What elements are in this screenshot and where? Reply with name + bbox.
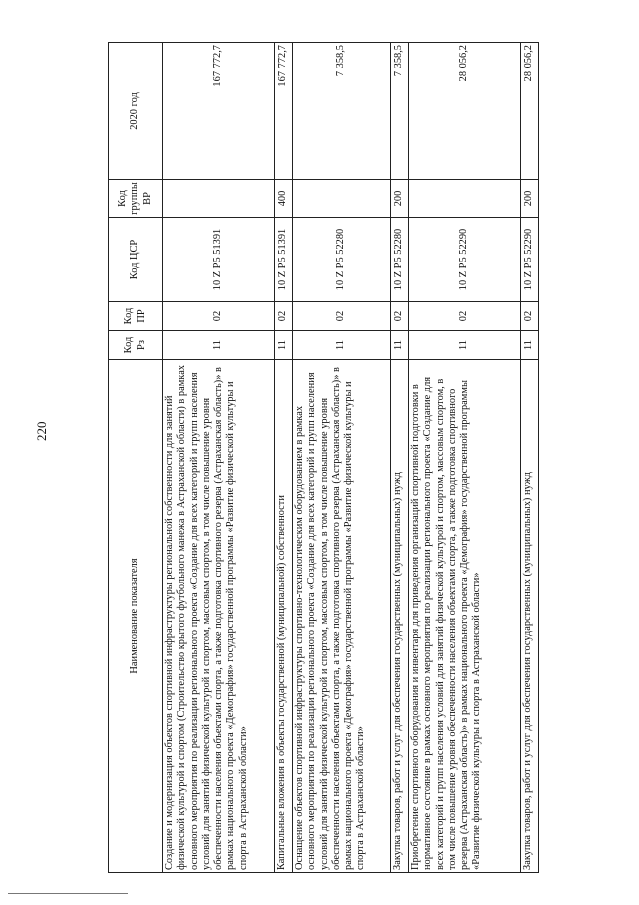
table-row (293, 43, 391, 873)
header-vr: Код группы ВР (109, 180, 163, 218)
header-pr: Код ПР (109, 302, 163, 331)
row-rz: 11 (275, 331, 293, 360)
row-vr: 200 (521, 180, 539, 218)
row-vr: 200 (391, 180, 409, 218)
budget-table (108, 42, 539, 873)
row-csr: 10 Z P5 52290 (409, 218, 521, 302)
table-row (521, 43, 539, 873)
row-pr: 02 (163, 302, 275, 331)
row-rz: 11 (293, 331, 391, 360)
row-name: Создание и модернизация объектов спортивной инфраструктуры региональной собственности для занятий физической культурой и спортом (Строительство крытого футбольного манежа в Астраханской области) в рамках основного мероприятия по реализации регионального проекта «Создание для всех категорий и групп населения условий для занятий физической культурой и спортом, массовым спортом, в том числе повышение уровня обеспеченности населения объектами спорта, а также подготовка спортивного резерва (Астраханская область)» в рамках национального проекта «Демография» государственной программы «Развитие физической культуры и спорта в Астраханской области» (163, 360, 275, 873)
row-rz: 11 (409, 331, 521, 360)
budget-table-container (108, 43, 535, 873)
row-amount: 167 772,7 (275, 43, 293, 180)
row-rz: 11 (163, 331, 275, 360)
row-name: Капитальные вложения в объекты государственной (муниципальной) собственности (275, 360, 293, 873)
header-csr: Код ЦСР (109, 218, 163, 302)
row-rz: 11 (521, 331, 539, 360)
row-csr: 10 Z P5 51391 (163, 218, 275, 302)
row-amount: 28 056,2 (409, 43, 521, 180)
row-amount: 167 772,7 (163, 43, 275, 180)
row-pr: 02 (275, 302, 293, 331)
table-row (163, 43, 275, 873)
table-row (391, 43, 409, 873)
row-pr: 02 (293, 302, 391, 331)
header-rz: Код Рз (109, 331, 163, 360)
row-pr: 02 (521, 302, 539, 331)
row-rz: 11 (391, 331, 409, 360)
footer-rule (8, 893, 128, 894)
row-amount: 7 358,5 (391, 43, 409, 180)
row-csr: 10 Z P5 51391 (275, 218, 293, 302)
row-csr: 10 Z P5 52280 (391, 218, 409, 302)
row-name: Приобретение спортивного оборудования и инвентаря для приведения организаций спортивной подготовки в нормативное состояние в рамках основного мероприятия по реализации регионального проекта «Создание для всех категорий и групп населения условий для занятий физической культурой и спортом, массовым спортом, в том числе повышение уровня обеспеченности населения объектами спорта, а также подготовка спортивного резерва (Астраханская область)» в рамках национального проекта «Демография» государственной программы «Развитие физической культуры и спорта в Астраханской области» (409, 360, 521, 873)
row-name: Закупка товаров, работ и услуг для обеспечения государственных (муниципальных) нужд (521, 360, 539, 873)
row-csr: 10 Z P5 52290 (521, 218, 539, 302)
row-vr (409, 180, 521, 218)
row-name: Закупка товаров, работ и услуг для обеспечения государственных (муниципальных) нужд (391, 360, 409, 873)
table-header-row (109, 43, 163, 873)
row-name: Оснащение объектов спортивной инфраструктуры спортивно-технологическим оборудованием в рамках основного мероприятия по реализации регионального проекта «Создание для всех категорий и групп населения условий для занятий физической культурой и спортом, массовым спортом, в том числе повышение уровня обеспеченности населения объектами спорта, а также подготовка спортивного резерва (Астраханская область)» в рамках национального проекта «Демография» государственной программы «Развитие физической культуры и спорта в Астраханской области» (293, 360, 391, 873)
row-vr (293, 180, 391, 218)
row-vr: 400 (275, 180, 293, 218)
page-number: 220 (34, 421, 49, 441)
row-csr: 10 Z P5 52280 (293, 218, 391, 302)
row-amount: 7 358,5 (293, 43, 391, 180)
header-year: 2020 год (109, 43, 163, 180)
row-amount: 28 056,2 (521, 43, 539, 180)
row-pr: 02 (409, 302, 521, 331)
row-pr: 02 (391, 302, 409, 331)
table-row (409, 43, 521, 873)
header-name: Наименование показателя (109, 360, 163, 873)
table-row (275, 43, 293, 873)
row-vr (163, 180, 275, 218)
